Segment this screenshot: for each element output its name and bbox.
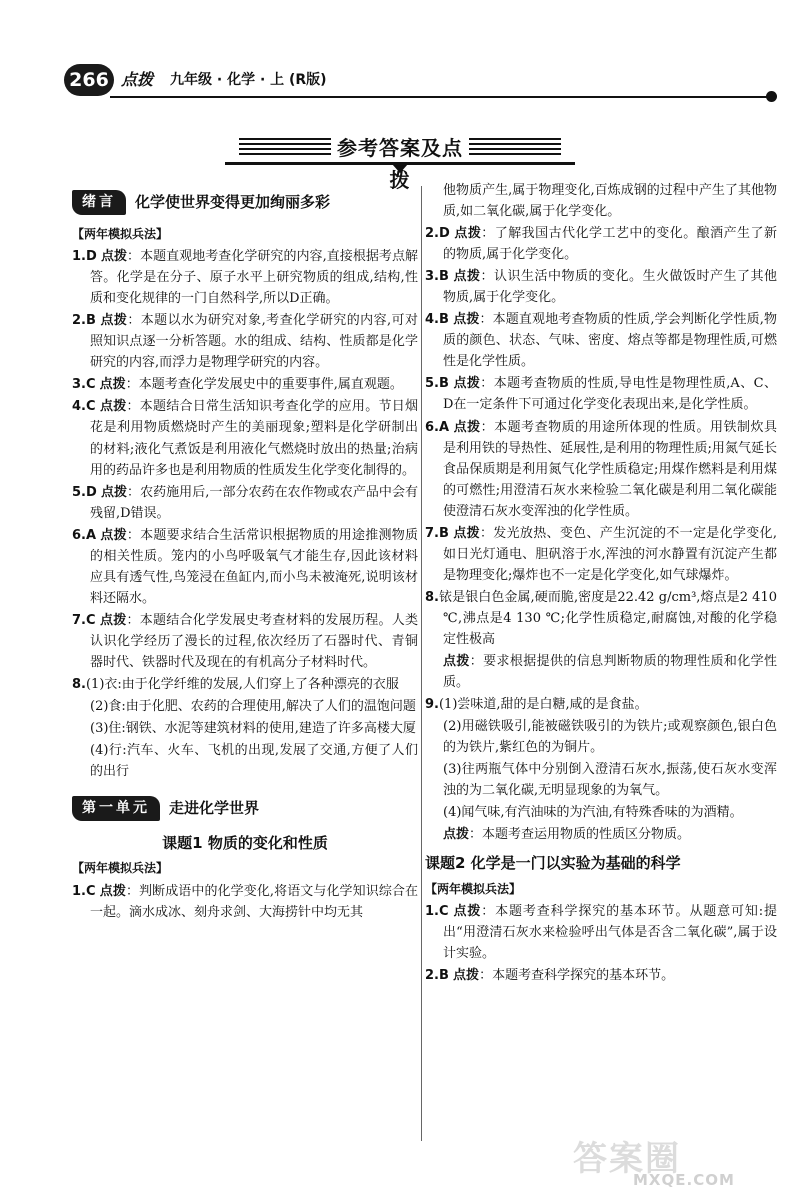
answer-text: ：本题考查物质的性质,导电性是物理性质,A、C、D在一定条件下可通过化学变化表现出来,是化学性质。 (443, 376, 777, 413)
hint-label: 点拨 (453, 312, 480, 328)
intro-section-header (72, 190, 418, 215)
watermark-logo: 答案圈 (573, 1139, 681, 1179)
page-number: 266 (64, 64, 114, 96)
page-header (0, 62, 803, 98)
answer-item (425, 523, 777, 586)
hint-label: 点拨 (443, 654, 470, 670)
answer-item (72, 396, 418, 480)
answer-text: ：本题直观地考查物质的性质,学会判断化学性质,物质的颜色、状态、气味、密度、熔点等都是物理性质,可燃性是化学性质。 (443, 312, 777, 370)
hint-label: 点拨 (99, 377, 126, 393)
banner-lines-left (239, 138, 331, 158)
section-title: 走进化学世界 (169, 799, 260, 818)
answer-number: 2.D (425, 226, 450, 242)
answer-number: 2.B (425, 968, 449, 984)
answer-line: (3)往两瓶气体中分别倒入澄清石灰水,振荡,使石灰水变浑浊的为二氧化碳,无明显现象的为氧气。 (443, 762, 777, 799)
subhead: 【两年模拟兵法】 (72, 861, 169, 876)
hint-text: ：本题考查运用物质的性质区分物质。 (469, 827, 691, 843)
answer-text: ：本题以水为研究对象,考查化学研究的内容,可对照知识点逐一分析答题。水的组成、结构、性质都是化学研究的内容,而浮力是物理学研究的内容。 (90, 313, 418, 371)
answer-number: 4.C (72, 399, 96, 415)
hint-label: 点拨 (453, 376, 481, 392)
answer-text: ：本题结合日常生活知识考查化学的应用。节日烟花是利用物质燃烧时产生的美丽现象;塑料是化学研制出的材料;液化气煮饭是利用液化气燃烧时放出的热量;治病用的药品许多也是利用物质的性质发生化学变化制得的。 (90, 399, 418, 478)
answer-text: ：本题考查科学探究的基本环节。从题意可知:提出“用澄清石灰水来检验呼出气体是否含二氧化碳”,属于设计实验。 (443, 904, 777, 962)
answer-text: ：本题要求结合生活常识根据物质的用途推测物质的相关性质。笼内的小鸟呼吸氧气才能生存,因此该材料应具有透气性,鸟笼浸在鱼缸内,而小鸟未被淹死,说明该材料还隔水。 (90, 527, 418, 606)
hint-label: 点拨 (453, 525, 480, 541)
hint-label: 点拨 (100, 249, 128, 265)
answer-item (425, 965, 777, 986)
answer-text: ：本题考查科学探究的基本环节。 (479, 968, 675, 984)
watermark (573, 1132, 773, 1192)
answer-item (72, 674, 418, 695)
answer-text: ：判断成语中的化学变化,将语文与化学知识综合在一起。滴水成冰、刻舟求剑、大海捞针中均无其 (90, 883, 418, 920)
banner-notch-icon (392, 164, 408, 173)
answer-number: 6.A (425, 419, 450, 435)
left-column (72, 180, 418, 924)
right-column (425, 180, 777, 987)
hint-label: 点拨 (100, 527, 127, 543)
answer-item (425, 309, 777, 372)
answer-item (72, 525, 418, 609)
answer-item (425, 901, 777, 964)
hint-text: ：要求根据提供的信息判断物质的物理性质和化学性质。 (443, 654, 777, 691)
answer-number: 7.C (72, 612, 96, 628)
hint-label: 点拨 (99, 883, 126, 899)
hint-label: 点拨 (100, 313, 128, 329)
answer-number: 3.C (72, 377, 96, 393)
hint-label: 点拨 (453, 269, 481, 285)
answer-number: 5.D (72, 484, 97, 500)
answer-item (72, 310, 418, 373)
brand-logo: 点拨 (121, 70, 154, 89)
watermark-url: MXQE.COM (633, 1171, 735, 1189)
answer-text: ：本题结合化学发展史考查材料的发展历程。人类认识化学经历了漫长的过程,依次经历了石器时代、青铜器时代、铁器时代及现在的有机高分子材料时代。 (90, 612, 418, 670)
answer-number: 8. (72, 677, 86, 693)
answer-item (425, 223, 777, 265)
answer-item (425, 417, 777, 522)
hint-label: 点拨 (100, 484, 128, 500)
banner-title: 参考答案及点拨 (337, 136, 463, 193)
hint-label: 点拨 (453, 904, 482, 920)
answer-line: (4)闻气味,有汽油味的为汽油,有特殊香味的为酒精。 (443, 805, 743, 821)
answer-item (425, 266, 777, 308)
answer-number: 4.B (425, 312, 449, 328)
hint-note (425, 824, 777, 845)
answer-text: 铱是银白色金属,硬而脆,密度是22.42 g/cm³,熔点是2 410 ℃,沸点是4 130 ℃;化学性质稳定,耐腐蚀,对酸的化学稳定性极高 (438, 589, 777, 647)
lesson-title: 课题2 化学是一门以实验为基础的科学 (425, 854, 681, 873)
answer-line: (1)衣:由于化学纤维的发展,人们穿上了各种漂亮的衣服 (85, 677, 399, 693)
answer-number: 8. (425, 589, 439, 605)
answer-number: 9. (425, 697, 439, 713)
answer-number: 1.C (72, 883, 96, 899)
unit1-section-header (72, 796, 418, 821)
header-dot-icon (766, 91, 777, 102)
answer-number: 2.B (72, 313, 96, 329)
hint-label: 点拨 (99, 399, 127, 415)
answer-number: 3.B (425, 269, 449, 285)
hint-label: 点拨 (443, 827, 470, 843)
answer-item (425, 373, 777, 415)
answer-line: (3)住:钢铁、水泥等建筑材料的使用,建造了许多高楼大厦 (90, 721, 416, 737)
answer-item (425, 694, 777, 715)
column-divider (421, 186, 422, 1141)
subhead: 【两年模拟兵法】 (72, 226, 169, 241)
answer-text: ：本题直观地考查化学研究的内容,直接根据考点解答。化学是在分子、原子水平上研究物质的组成,结构,性质和变化规律的一门自然科学,所以D正确。 (90, 249, 418, 307)
answer-line: (2)食:由于化肥、农药的合理使用,解决了人们的温饱问题 (90, 699, 416, 715)
book-title: 九年级 · 化学 · 上 (R版) (170, 72, 327, 88)
answer-number: 1.C (425, 904, 449, 920)
answer-item (72, 610, 418, 673)
answer-text: ：本题考查化学发展史中的重要事件,属直观题。 (125, 377, 403, 393)
answer-item (72, 246, 418, 309)
answer-text: ：发光放热、变色、产生沉淀的不一定是化学变化,如日光灯通电、胆矾溶于水,浑浊的河水静置有沉淀产生都是物理变化;爆炸也不一定是化学变化,如气球爆炸。 (443, 525, 777, 583)
answer-item (72, 482, 418, 524)
answer-number: 1.D (72, 249, 97, 265)
answer-item (72, 881, 418, 923)
section-title: 化学使世界变得更加绚丽多彩 (135, 193, 331, 212)
answer-line: (4)行:汽车、火车、飞机的出现,发展了交通,方便了人们的出行 (90, 743, 418, 780)
section-tag: 绪言 (72, 190, 126, 215)
answer-continuation: 他物质产生,属于物理变化,百炼成钢的过程中产生了其他物质,如二氧化碳,属于化学变化。 (443, 183, 777, 220)
hint-label: 点拨 (453, 968, 480, 984)
answer-text: ：本题考查物质的用途所体现的性质。用铁制炊具是利用铁的导热性、延展性,是利用的物理性质;用氮气延长食品保质期是利用氮气化学性质稳定;用煤作燃料是利用煤的可燃性;用澄清石灰水来检验二氧化碳是利用二氧化碳能使澄清石灰水变浑浊的化学性质。 (443, 419, 777, 519)
banner-lines-right (469, 138, 561, 158)
hint-label: 点拨 (453, 419, 481, 435)
answer-line: (1)尝味道,甜的是白糖,咸的是食盐。 (438, 697, 648, 713)
answer-item (72, 374, 418, 395)
answer-text: ：认识生活中物质的变化。生火做饭时产生了其他物质,属于化学变化。 (443, 269, 777, 306)
header-rule (110, 96, 771, 98)
answer-number: 7.B (425, 525, 449, 541)
answer-number: 5.B (425, 376, 449, 392)
subhead: 【两年模拟兵法】 (425, 881, 522, 896)
answer-banner (225, 120, 575, 193)
hint-note (425, 651, 777, 693)
answer-text: ：农药施用后,一部分农药在农作物或农产品中会有残留,D错误。 (90, 484, 418, 521)
answer-item (425, 587, 777, 650)
hint-label: 点拨 (99, 612, 127, 628)
answer-text: ：了解我国古代化学工艺中的变化。酿酒产生了新的物质,属于化学变化。 (443, 226, 777, 263)
answer-line: (2)用磁铁吸引,能被磁铁吸引的为铁片;或观察颜色,银白色的为铁片,紫红色的为铜片。 (443, 719, 777, 756)
section-tag: 第一单元 (72, 796, 160, 821)
lesson-title: 课题1 物质的变化和性质 (162, 833, 328, 852)
hint-label: 点拨 (454, 226, 482, 242)
answer-number: 6.A (72, 527, 97, 543)
